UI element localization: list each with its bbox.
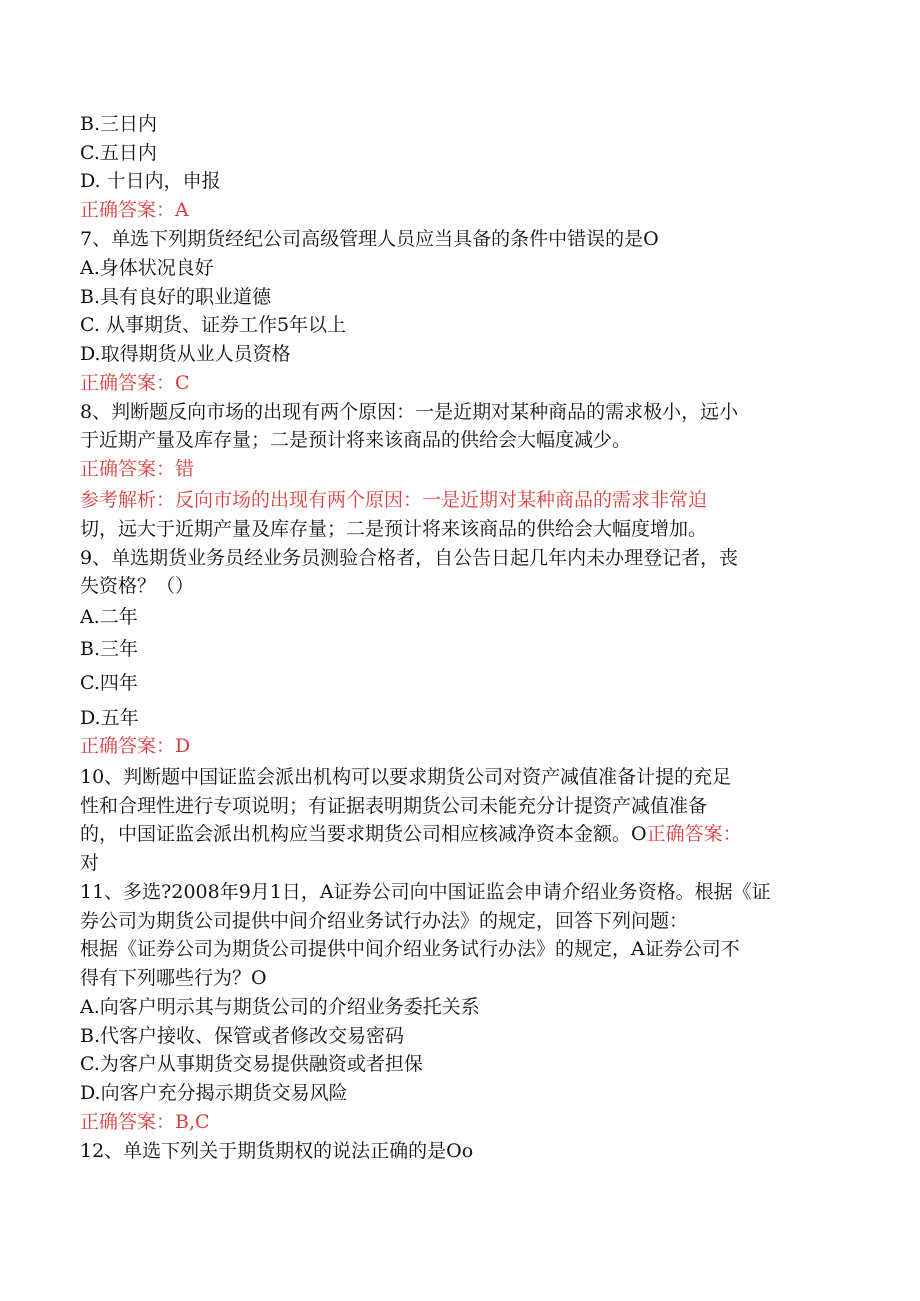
- option-line: A.二年: [80, 606, 138, 628]
- option-line: A.向客户明示其与期货公司的介绍业务委托关系: [80, 996, 480, 1018]
- option-line: A.身体状况良好: [80, 257, 214, 279]
- question-line: 11、多选?2008年9月1日，A证券公司向中国证监会申请介绍业务资格。根据《证: [80, 881, 771, 903]
- option-line: B.具有良好的职业道德: [80, 286, 272, 308]
- option-line: D.向客户充分揭示期货交易风险: [80, 1082, 348, 1104]
- option-line: D. 十日内，申报: [80, 170, 221, 192]
- option-line: B.代客户接收、保管或者修改交易密码: [80, 1025, 405, 1047]
- question-line: 12、单选下列关于期货期权的说法正确的是Oo: [80, 1140, 474, 1162]
- correct-answer: 正确答案：D: [80, 735, 191, 757]
- option-line: C. 从事期货、证券工作5年以上: [80, 314, 347, 336]
- question-line: 失资格？（）: [80, 575, 195, 597]
- correct-answer: 正确答案：错: [80, 458, 195, 480]
- correct-answer: 正确答案：A: [80, 199, 189, 221]
- option-line: C.为客户从事期货交易提供融资或者担保: [80, 1053, 423, 1075]
- question-line: 券公司为期货公司提供中间介绍业务试行办法》的规定，回答下列问题：: [80, 910, 689, 932]
- option-line: C.五日内: [80, 142, 157, 164]
- question-line: 7、单选下列期货经纪公司高级管理人员应当具备的条件中错误的是O: [80, 228, 659, 250]
- analysis-line: 切，远大于近期产量及库存量；二是预计将来该商品的供给会大幅度增加。: [80, 518, 708, 540]
- option-line: B.三日内: [80, 113, 158, 135]
- option-line: D.五年: [80, 707, 139, 729]
- analysis-line: 参考解析：反向市场的出现有两个原因：一是近期对某种商品的需求非常迫: [80, 489, 708, 511]
- question-line: 9、单选期货业务员经业务员测验合格者，自公告日起几年内未办理登记者，丧: [80, 547, 739, 569]
- answer-value: 对: [80, 852, 100, 874]
- correct-answer-label: 正确答案：: [646, 823, 742, 845]
- question-text: 的，中国证监会派出机构应当要求期货公司相应核减净资本金额。O: [80, 823, 647, 845]
- question-line: 得有下列哪些行为？O: [80, 967, 267, 989]
- question-line: 10、判断题中国证监会派出机构可以要求期货公司对资产减值准备计提的充足: [80, 766, 732, 788]
- correct-answer: 正确答案：C: [80, 372, 190, 394]
- question-line: 根据《证券公司为期货公司提供中间介绍业务试行办法》的规定，A证券公司不: [80, 938, 740, 960]
- option-line: B.三年: [80, 638, 139, 660]
- correct-answer: 正确答案：B,C: [80, 1111, 210, 1133]
- question-line: 8、判断题反向市场的出现有两个原因：一是近期对某种商品的需求极小，远小: [80, 401, 739, 423]
- question-line: [80, 822, 742, 846]
- option-line: D.取得期货从业人员资格: [80, 343, 291, 365]
- question-line: 于近期产量及库存量；二是预计将来该商品的供给会大幅度减少。: [80, 429, 632, 451]
- question-line: 性和合理性进行专项说明；有证据表明期货公司未能充分计提资产减值准备: [80, 795, 708, 817]
- option-line: C.四年: [80, 672, 138, 694]
